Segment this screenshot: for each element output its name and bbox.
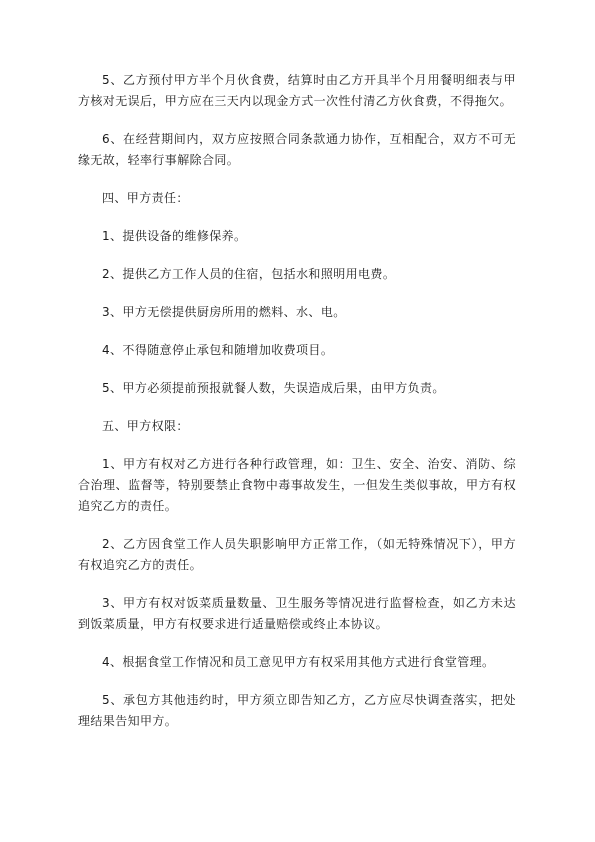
clause-jia-resp-5: 5、甲方必须提前预报就餐人数，失误造成后果，由甲方负责。 (102, 381, 445, 395)
clause-jia-rights-5: 5、承包方其他违约时，甲方须立即告知乙方，乙方应尽快调查落实，把处理结果告知甲方。 (78, 693, 516, 728)
clause-yi-6-cooperation: 6、在经营期间内，双方应按照合同条款通力协作，互相配合，双方不可无缘无故，轻率行事解除合同。 (78, 132, 516, 167)
clause-yi-5-prepayment: 5、乙方预付甲方半个月伙食费，结算时由乙方开具半个月用餐明细表与甲方核对无误后，甲方应在三天内以现金方式一次性付清乙方伙食费，不得拖欠。 (78, 73, 516, 108)
clause-jia-rights-2: 2、乙方因食堂工作人员失职影响甲方正常工作，（如无特殊情况下），甲方有权追究乙方的责任。 (78, 537, 516, 572)
section-heading-party-a-responsibilities: 四、甲方责任： (102, 191, 189, 205)
clause-jia-resp-2: 2、提供乙方工作人员的住宿，包括水和照明用电费。 (102, 267, 396, 281)
section-heading-party-a-rights: 五、甲方权限： (102, 419, 189, 433)
clause-jia-resp-4: 4、不得随意停止承包和随增加收费项目。 (102, 343, 334, 357)
document-body (78, 70, 516, 749)
clause-jia-rights-3: 3、甲方有权对饭菜质量数量、卫生服务等情况进行监督检查，如乙方未达到饭菜质量，甲方有权要求进行适量赔偿或终止本协议。 (78, 596, 516, 631)
clause-jia-rights-1: 1、甲方有权对乙方进行各种行政管理，如：卫生、安全、治安、消防、综合治理、监督等，特别要禁止食物中毒事故发生，一但发生类似事故，甲方有权追究乙方的责任。 (78, 457, 516, 513)
clause-jia-rights-4: 4、根据食堂工作情况和员工意见甲方有权采用其他方式进行食堂管理。 (102, 655, 495, 669)
clause-jia-resp-1: 1、提供设备的维修保养。 (102, 229, 247, 243)
clause-jia-resp-3: 3、甲方无偿提供厨房所用的燃料、水、电。 (102, 305, 346, 319)
